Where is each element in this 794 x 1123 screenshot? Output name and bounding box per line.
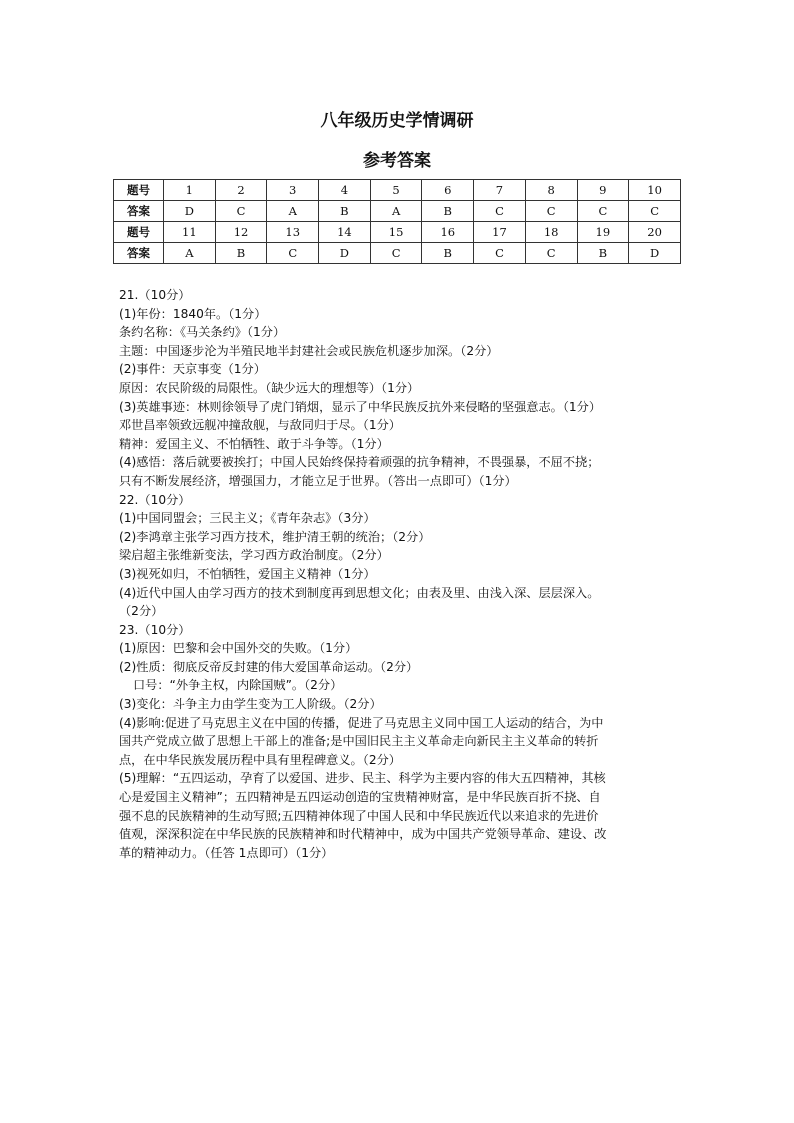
answer-cell: C: [629, 201, 681, 222]
answer-line: 精神：爱国主义、不怕牺牲、敢于斗争等。（1分）: [119, 436, 389, 451]
question-number-cell: 14: [319, 222, 371, 243]
table-row-answers: [114, 243, 681, 264]
answer-cell: C: [577, 201, 629, 222]
answer-line: 条约名称：《马关条约》（1分）: [119, 325, 286, 340]
answer-line: （2分）: [119, 604, 164, 619]
answer-line: (2)事件：天京事变（1分）: [119, 362, 266, 377]
question-number-cell: 3: [267, 180, 319, 201]
answer-cell: B: [319, 201, 371, 222]
question-number-cell: 2: [215, 180, 267, 201]
answer-cell: B: [577, 243, 629, 264]
question-number-cell: 7: [474, 180, 526, 201]
answer-cell: A: [267, 201, 319, 222]
answer-line: (3)视死如归，不怕牺牲，爱国主义精神（1分）: [119, 566, 376, 581]
answer-line: (1)年份：1840年。（1分）: [119, 306, 267, 321]
row-header-question-number: 题号: [114, 180, 164, 201]
answer-key-table: [113, 179, 681, 264]
answer-line: (1)中国同盟会；三民主义；《青年杂志》（3分）: [119, 511, 376, 526]
answer-cell: D: [164, 201, 216, 222]
question-number-cell: 12: [215, 222, 267, 243]
row-header-answer: 答案: [114, 243, 164, 264]
answer-cell: A: [370, 201, 422, 222]
answer-line: (3)变化：斗争主力由学生变为工人阶级。（2分）: [119, 697, 382, 712]
answer-line: 口号：“外争主权，内除国贼”。（2分）: [133, 678, 343, 693]
question-heading: 23.（10分）: [119, 622, 191, 637]
answer-cell: C: [215, 201, 267, 222]
question-number-cell: 9: [577, 180, 629, 201]
question-number-cell: 13: [267, 222, 319, 243]
answer-line: (4)近代中国人由学习西方的技术到制度再到思想文化；由表及里、由浅入深、层层深入。: [119, 585, 600, 600]
question-number-cell: 1: [164, 180, 216, 201]
question-heading: 22.（10分）: [119, 492, 191, 507]
question-number-cell: 15: [370, 222, 422, 243]
question-number-cell: 6: [422, 180, 474, 201]
question-heading: 21.（10分）: [119, 288, 191, 302]
question-number-cell: 16: [422, 222, 474, 243]
answer-cell: C: [370, 243, 422, 264]
answer-line: (3)英雄事迹：林则徐领导了虎门销烟，显示了中华民族反抗外来侵略的坚强意志。（1分）: [119, 399, 602, 414]
page-subtitle: 参考答案: [363, 151, 431, 171]
question-number-cell: 19: [577, 222, 629, 243]
answer-line: 国共产党成立做了思想上干部上的准备;是中国旧民主主义革命走向新民主主义革命的转折: [119, 734, 599, 749]
answer-cell: D: [319, 243, 371, 264]
question-number-cell: 11: [164, 222, 216, 243]
answer-line: 原因：农民阶级的局限性。（缺少远大的理想等）（1分）: [119, 380, 420, 395]
question-number-cell: 8: [525, 180, 577, 201]
answer-line: 只有不断发展经济，增强国力，才能立足于世界。（答出一点即可）（1分）: [119, 473, 517, 488]
table-row-answers: [114, 201, 681, 222]
answer-line: (2)李鸿章主张学习西方技术，维护清王朝的统治；（2分）: [119, 529, 431, 544]
row-header-answer: 答案: [114, 201, 164, 222]
question-number-cell: 20: [629, 222, 681, 243]
answer-cell: C: [267, 243, 319, 264]
answer-line: (5)理解：“五四运动，孕育了以爱国、进步、民主、科学为主要内容的伟大五四精神，其核: [119, 771, 606, 786]
table-row-numbers: [114, 222, 681, 243]
answer-cell: B: [215, 243, 267, 264]
answer-line: 梁启超主张维新变法，学习西方政治制度。（2分）: [119, 548, 389, 563]
answer-cell: A: [164, 243, 216, 264]
answer-line: 心是爱国主义精神”；五四精神是五四运动创造的宝贵精神财富，是中华民族百折不挠、自: [119, 790, 601, 805]
answer-cell: B: [422, 243, 474, 264]
answer-cell: B: [422, 201, 474, 222]
answer-line: 值观，深深积淀在中华民族的民族精神和时代精神中，成为中国共产党领导革命、建设、改: [119, 827, 607, 842]
question-number-cell: 18: [525, 222, 577, 243]
table-row-numbers: [114, 180, 681, 201]
answer-cell: C: [474, 243, 526, 264]
answer-line: (2)性质：彻底反帝反封建的伟大爱国革命运动。（2分）: [119, 659, 419, 674]
answer-line: 主题：中国逐步沦为半殖民地半封建社会或民族危机逐步加深。（2分）: [119, 343, 499, 358]
answer-line: 点，在中华民族发展历程中具有里程碑意义。（2分）: [119, 752, 401, 767]
answer-line: 革的精神动力。（任答 1点即可）（1分）: [119, 845, 334, 860]
answer-line: (4)影响:促进了马克思主义在中国的传播，促进了马克思主义同中国工人运动的结合，为中: [119, 715, 604, 730]
question-number-cell: 4: [319, 180, 371, 201]
page-title: 八年级历史学情调研: [320, 111, 474, 131]
answer-cell: D: [629, 243, 681, 264]
answer-cell: C: [525, 243, 577, 264]
row-header-question-number: 题号: [114, 222, 164, 243]
question-number-cell: 5: [370, 180, 422, 201]
answer-explanations: [119, 286, 684, 862]
answer-cell: C: [525, 201, 577, 222]
question-number-cell: 17: [474, 222, 526, 243]
answer-cell: C: [474, 201, 526, 222]
answer-line: 强不息的民族精神的生动写照;五四精神体现了中国人民和中华民族近代以来追求的先进价: [119, 808, 599, 823]
answer-line: (1)原因：巴黎和会中国外交的失败。（1分）: [119, 641, 358, 656]
answer-line: 邓世昌率领致远舰冲撞敌舰，与敌同归于尽。（1分）: [119, 418, 401, 433]
question-number-cell: 10: [629, 180, 681, 201]
answer-line: (4)感悟：落后就要被挨打；中国人民始终保持着顽强的抗争精神，不畏强暴，不屈不挠；: [119, 455, 600, 470]
